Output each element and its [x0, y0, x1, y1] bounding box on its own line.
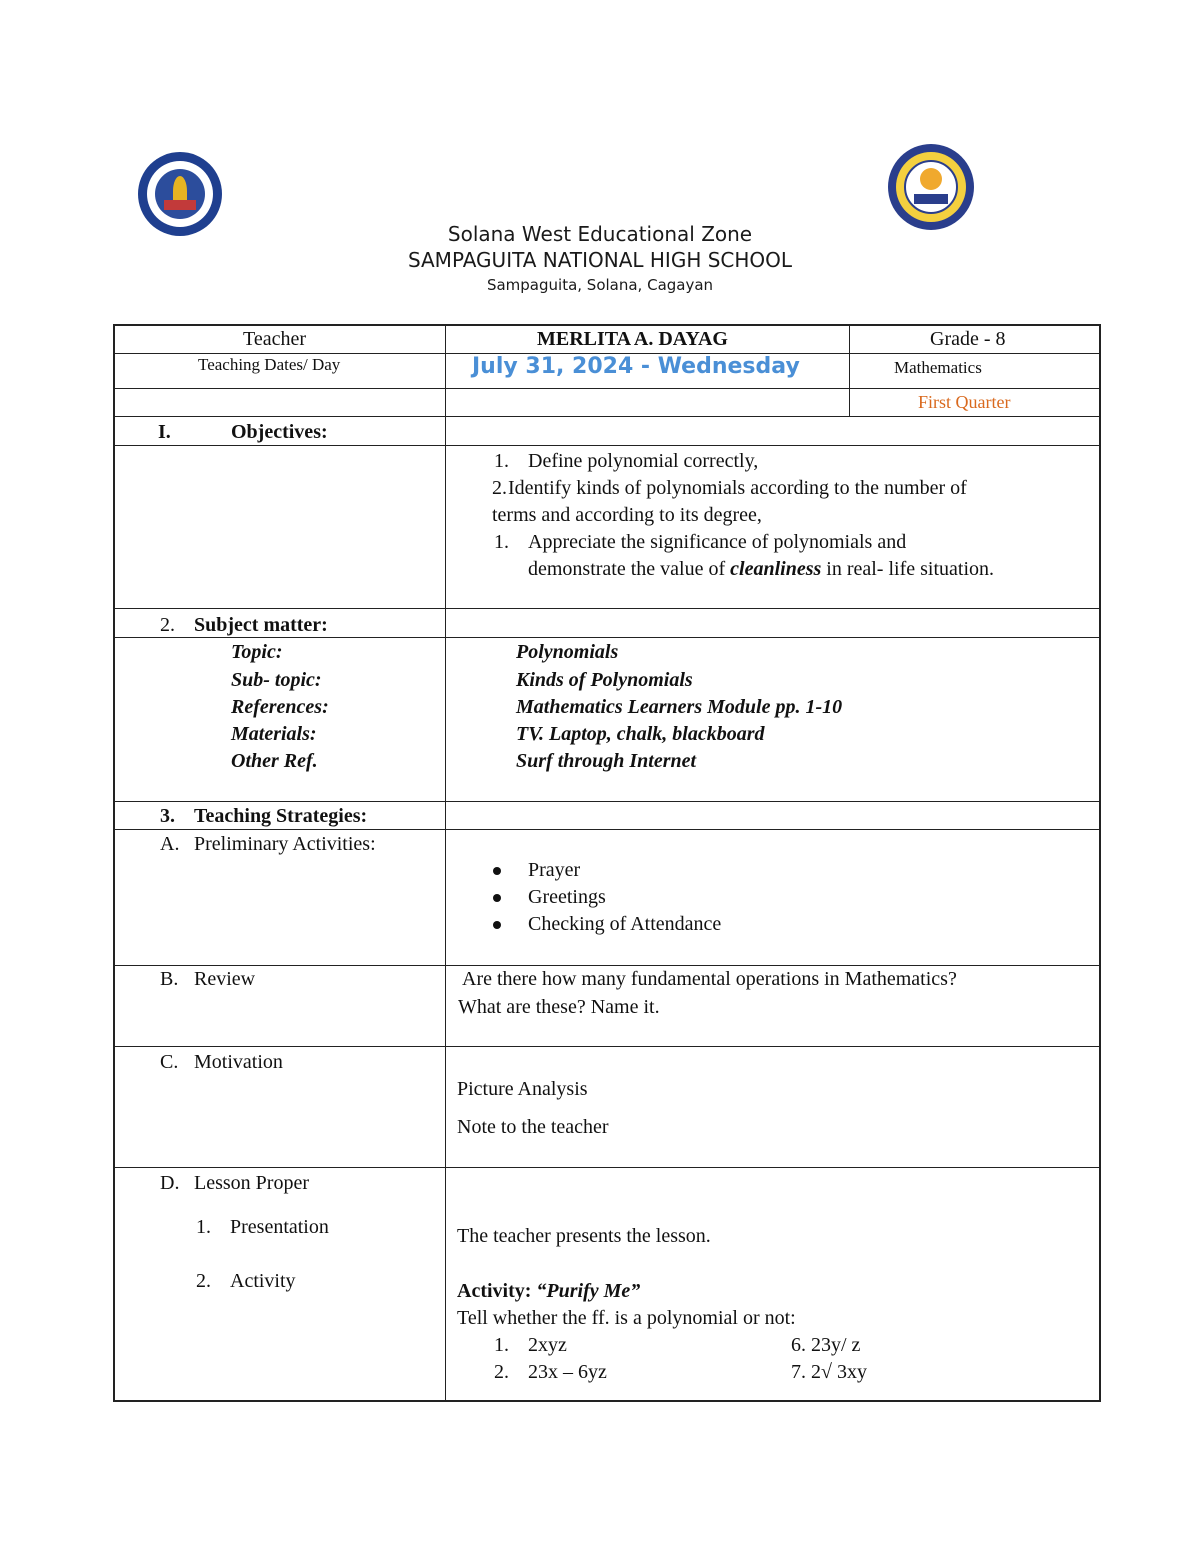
objective-number: 2. — [492, 477, 507, 499]
motivation-label: Motivation — [194, 1051, 283, 1073]
zone-title: Solana West Educational Zone — [447, 222, 753, 246]
teaching-date: July 31, 2024 - Wednesday — [472, 354, 800, 379]
subtopic-label: Sub- topic: — [231, 669, 322, 691]
subtopic-value: Kinds of Polynomials — [516, 669, 693, 691]
bullet-icon — [493, 921, 501, 929]
activity-number: 2. — [196, 1270, 211, 1292]
objective-item-continued: terms and according to its degree, — [492, 504, 762, 526]
objective-item: Identify kinds of polynomials according to the number of — [508, 477, 967, 499]
review-letter: B. — [160, 968, 179, 990]
review-label: Review — [194, 968, 256, 990]
subject-matter-heading: Subject matter: — [194, 614, 328, 636]
bullet-item: Greetings — [528, 886, 606, 908]
activity-heading: Activity: “Purify Me” — [457, 1280, 641, 1302]
grade-level: Grade - 8 — [930, 328, 1006, 350]
teaching-dates-label: Teaching Dates/ Day — [198, 355, 341, 374]
activity-label: Activity — [230, 1270, 296, 1292]
strategies-heading: Teaching Strategies: — [194, 805, 368, 827]
subject-matter-number: 2. — [160, 614, 175, 636]
strategies-number: 3. — [160, 805, 175, 827]
references-value: Mathematics Learners Module pp. 1-10 — [516, 696, 843, 718]
materials-label: Materials: — [231, 723, 317, 745]
preliminary-letter: A. — [160, 833, 180, 855]
teacher-name: MERLITA A. DAYAG — [537, 328, 728, 350]
preliminary-label: Preliminary Activities: — [194, 833, 376, 855]
quarter-label: First Quarter — [918, 392, 1011, 412]
references-label: References: — [231, 696, 329, 718]
objective-item: Define polynomial correctly, — [528, 450, 759, 472]
other-ref-label: Other Ref. — [231, 750, 318, 772]
item-expression: 7. 2√ 3xy — [791, 1361, 867, 1383]
school-seal-logo — [888, 144, 974, 230]
item-number: 1. — [494, 1334, 509, 1356]
materials-value: TV. Laptop, chalk, blackboard — [516, 723, 765, 745]
other-ref-value: Surf through Internet — [516, 750, 697, 772]
presentation-number: 1. — [196, 1216, 211, 1238]
bullet-item: Checking of Attendance — [528, 913, 722, 935]
presentation-label: Presentation — [230, 1216, 329, 1238]
picture-analysis: Picture Analysis — [457, 1078, 588, 1100]
subject-name: Mathematics — [894, 358, 982, 377]
bullet-icon — [493, 894, 501, 902]
objective-item: Appreciate the significance of polynomials and — [528, 531, 907, 553]
topic-label: Topic: — [231, 641, 283, 663]
motivation-letter: C. — [160, 1051, 179, 1073]
bullet-item: Prayer — [528, 859, 581, 881]
bullet-icon — [493, 867, 501, 875]
objective-number: 1. — [494, 531, 509, 553]
item-number: 2. — [494, 1361, 509, 1383]
school-name: SAMPAGUITA NATIONAL HIGH SCHOOL — [407, 248, 793, 272]
objectives-number: I. — [158, 421, 171, 443]
school-address: Sampaguita, Solana, Cagayan — [486, 276, 714, 294]
activity-instruction: Tell whether the ff. is a polynomial or not: — [457, 1307, 796, 1329]
review-question: Are there how many fundamental operations in Mathematics? — [462, 968, 957, 990]
lesson-letter: D. — [160, 1172, 180, 1194]
item-expression: 6. 23y/ z — [791, 1334, 861, 1356]
objective-number: 1. — [494, 450, 509, 472]
item-expression: 2xyz — [528, 1334, 567, 1356]
note-to-teacher: Note to the teacher — [457, 1116, 609, 1138]
objectives-heading: Objectives: — [231, 421, 328, 443]
objective-item-continued: demonstrate the value of cleanliness in real- life situation. — [528, 558, 995, 580]
teacher-label: Teacher — [243, 328, 306, 350]
review-question-continued: What are these? Name it. — [458, 996, 660, 1018]
item-expression: 23x – 6yz — [528, 1361, 607, 1383]
topic-value: Polynomials — [516, 641, 619, 663]
lesson-label: Lesson Proper — [194, 1172, 309, 1194]
presentation-text: The teacher presents the lesson. — [457, 1225, 711, 1247]
